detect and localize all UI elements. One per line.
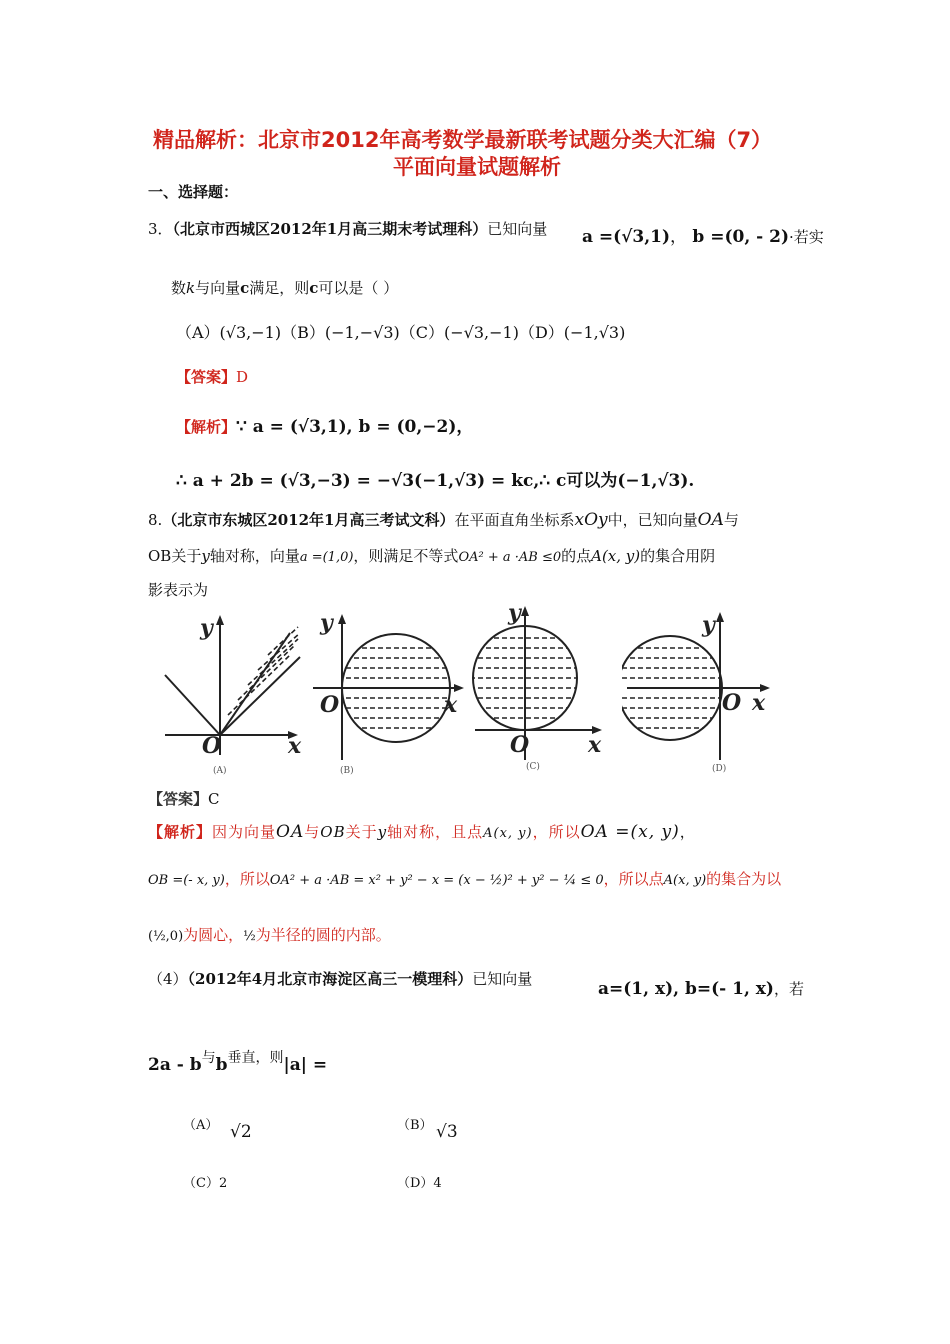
q8-analysis-3 [148, 924, 391, 945]
q8-a3-radius: ½ [243, 929, 256, 944]
q4-line-1 [148, 968, 532, 989]
q4-stem2d: 垂直，则 [227, 1050, 284, 1066]
q3-stem2b: 与向量 [195, 279, 241, 297]
q8-stem1: 在平面直角坐标系 [454, 511, 575, 529]
q3-number: 3． [148, 220, 173, 238]
q3-c1: c [240, 279, 250, 297]
q3-analysis-text-1: ∵ a = (√3,1), b = (0,−2)， [236, 417, 474, 437]
q3-answer-tag: 【答案】 [176, 368, 237, 386]
q3-options: （A）(√3,−1)（B）(−1,−√3)（C）(−√3,−1)（D）(−1,√3) [176, 323, 626, 342]
q8-figure-b-x-label: x [444, 692, 458, 718]
section-heading: 一、选择题： [148, 183, 239, 201]
q8-figure-c [470, 600, 620, 765]
q3-source: （北京市西城区2012年1月高三期末考试理科） [172, 220, 488, 238]
q4-vectors-line [598, 978, 804, 999]
q4-source: （2012年4月北京市海淀区高三一模理科） [187, 970, 473, 988]
q8-a-eq: a =(1,0) [299, 550, 354, 565]
q8-a2-point: A(x, y) [663, 873, 707, 888]
q8-a1f: ， [679, 823, 696, 841]
q4-stem2b: 与 [201, 1050, 216, 1066]
q3-line-1 [148, 218, 547, 239]
q3-tail: ·若实 [789, 228, 824, 246]
q4-stem1: 已知向量 [472, 970, 533, 988]
q8-inequality: OA² + a ·AB ≤0 [458, 550, 562, 565]
q8-a1e: ，所以 [532, 823, 581, 841]
q8-line-1 [148, 509, 739, 530]
q8-figure-b-y-label: y [320, 610, 333, 636]
q8-figure-b [308, 600, 468, 765]
q8-xoy: xOy [574, 510, 608, 530]
q8-line-2 [148, 545, 715, 566]
q8-y: y [201, 547, 210, 565]
q8-stem1c: 与 [723, 511, 739, 529]
q4-stem2a: 2a - b [148, 1055, 202, 1075]
q8-oa: OA [697, 510, 724, 530]
q8-analysis-tag: 【解析】 [148, 823, 213, 841]
q8-figure-d-x-label: x [752, 690, 766, 716]
q3-stem: 已知向量 [487, 220, 548, 238]
q8-figure-d-y-label: y [702, 612, 715, 638]
q3-separator: ， [670, 227, 688, 247]
q4-option-a-label: （A） [183, 1118, 219, 1133]
q8-figure-a-x-label: x [288, 733, 302, 759]
q8-figure-a-y-label: y [200, 615, 213, 641]
q8-a1c: 关于 [345, 823, 378, 841]
q4-line-2 [148, 1050, 328, 1075]
q8-a1-point: A(x, y) [483, 826, 533, 841]
q8-stem2c: ，则满足不等式 [353, 547, 459, 565]
q4-option-c: （C）2 [183, 1176, 228, 1191]
q8-answer-tag: 【答案】 [148, 790, 209, 808]
q4-option-b-label: （B） [397, 1118, 433, 1133]
q8-stem2b: 轴对称，向量 [209, 547, 300, 565]
title-line-2: 平面向量试题解析 [393, 155, 561, 179]
q4-option-d: （D）4 [397, 1176, 442, 1191]
q3-answer [176, 366, 248, 387]
q8-a3-center: (½,0) [148, 929, 184, 944]
q8-stem2: OB关于 [148, 547, 202, 565]
q8-stem2d: 的点 [561, 547, 592, 565]
q8-a2-eq: OB =(- x, y) [148, 873, 225, 888]
q8-a1b: 与 [304, 823, 321, 841]
q4-vectors: a=(1, x), b=(- 1, x) [598, 979, 774, 999]
q8-stem2e: 的集合用阴 [640, 547, 716, 565]
q8-figure-a-origin-label: O [202, 733, 222, 759]
q8-figure-b-caption: (B) [340, 766, 354, 776]
q3-answer-value: D [236, 368, 249, 386]
q8-a3c: 为半径的圆的内部。 [255, 926, 391, 944]
q3-stem2d: 可以是（ ） [318, 279, 399, 297]
q8-a1-ob: OB [320, 823, 346, 841]
q3-stem2c: 满足，则 [249, 279, 310, 297]
q8-figure-c-origin-label: O [510, 732, 530, 758]
q4-option-a: √2 [230, 1122, 252, 1142]
q3-analysis-2: ∴ a + 2b = (√3,−3) = −√3(−1,√3) = kc,∴ c可以为(−1,√3). [176, 471, 695, 491]
title-line-1: 精品解析：北京市2012年高考数学最新联考试题分类大汇编（7） [153, 128, 773, 152]
q8-figure-d-origin-label: O [722, 690, 742, 716]
q8-a3b: 为圆心， [183, 926, 244, 944]
q8-a1-oa: OA [276, 822, 305, 842]
q3-c2: c [309, 279, 319, 297]
q4-stem2e: |a| = [283, 1055, 328, 1075]
q8-a2-expression: OA² + a ·AB = x² + y² − x = (x − ½)² + y² − ¼ ≤ 0 [269, 873, 604, 888]
q3-analysis-tag: 【解析】 [176, 418, 237, 436]
q4-tail: ，若 [773, 980, 804, 998]
q8-figure-c-caption: (C) [526, 762, 540, 772]
q8-line-3: 影表示为 [148, 581, 209, 599]
q8-a2c: ，所以点 [603, 870, 664, 888]
q8-figure-b-origin-label: O [320, 692, 340, 718]
q8-point: A(x, y) [591, 547, 641, 565]
q8-number: 8. [148, 511, 163, 529]
q3-vector-a: a =(√3,1) [582, 227, 671, 247]
q3-vectors [582, 222, 824, 247]
q8-stem1b: 中，已知向量 [607, 511, 698, 529]
q8-figure-c-x-label: x [588, 732, 602, 758]
q3-k: k [186, 279, 196, 297]
q4-stem2c: b [215, 1055, 228, 1075]
q3-line-2 [171, 277, 398, 298]
q8-analysis-2 [148, 868, 781, 889]
q3-stem2a: 数 [171, 279, 187, 297]
q8-source: （北京市东城区2012年1月高三考试文科） [162, 511, 455, 529]
q8-a2d: 的集合为以 [706, 870, 782, 888]
q3-analysis-1 [176, 412, 473, 437]
q8-a1-eq: OA =(x, y) [580, 822, 680, 842]
q4-option-b: √3 [436, 1122, 458, 1142]
q8-answer [148, 788, 220, 809]
q8-figure-a-caption: (A) [213, 766, 227, 776]
q8-figure-c-y-label: y [508, 600, 521, 626]
q8-figure-d-caption: (D) [712, 764, 727, 774]
q8-answer-value: C [208, 790, 220, 808]
q8-a2b: ，所以 [224, 870, 270, 888]
q8-a1-y: y [377, 823, 388, 841]
q4-number: （4） [148, 970, 188, 988]
q8-a1d: 轴对称，且点 [387, 823, 484, 841]
q8-figure-c-shading [470, 638, 590, 718]
q8-figure-a [160, 605, 310, 765]
q8-analysis-1 [148, 821, 696, 842]
q8-figure-d [622, 600, 782, 765]
q3-vector-b: b =(0, - 2) [692, 227, 790, 247]
q8-a1: 因为向量 [212, 823, 277, 841]
